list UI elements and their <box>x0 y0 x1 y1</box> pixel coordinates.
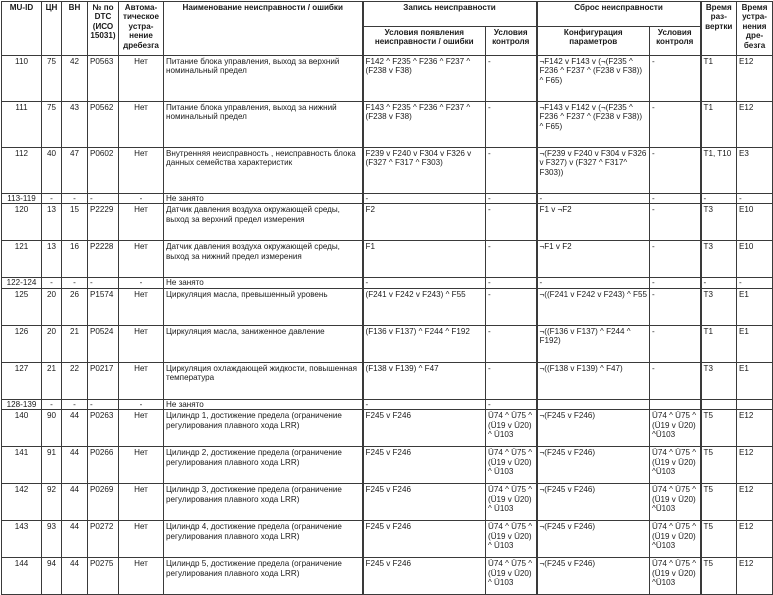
cell-dtc: P2228 <box>88 241 119 278</box>
table-row <box>2 399 773 409</box>
table-row <box>2 241 773 278</box>
cell-fault-name: Датчик давления воздуха окружающей среды, выход за верхний предел измерения <box>164 204 363 241</box>
cell-auto-debounce: Нет <box>119 102 164 148</box>
cell-scan-time: T3 <box>701 241 737 278</box>
cell-dtc: P0524 <box>88 325 119 362</box>
cell-reset-config: ¬(F245 v F246) <box>537 410 650 447</box>
table-row <box>2 204 773 241</box>
table-row <box>2 325 773 362</box>
cell-dtc: P0266 <box>88 447 119 484</box>
cell-reset-control: Ü74 ^ Ü75 ^ (Ü19 v Ü20) ^Ü103 <box>650 447 701 484</box>
table-row <box>2 102 773 148</box>
cell-vn: 44 <box>62 410 88 447</box>
cell-record-control: - <box>486 241 537 278</box>
cell-record-conditions: F245 v F246 <box>363 447 486 484</box>
cell-auto-debounce: Нет <box>119 410 164 447</box>
table-row <box>2 362 773 399</box>
header-reset-control: Условия контроля <box>650 27 701 56</box>
cell-vn: 47 <box>62 148 88 194</box>
table-row <box>2 278 773 288</box>
cell-vn: 26 <box>62 288 88 325</box>
cell-scan-time: T5 <box>701 410 737 447</box>
table-row <box>2 410 773 447</box>
cell-record-conditions: (F138 v F139) ^ F47 <box>363 362 486 399</box>
cell-auto-debounce: Нет <box>119 558 164 595</box>
cell-reset-control: - <box>650 241 701 278</box>
header-row-top <box>2 2 773 27</box>
header-fault-reset: Сброс неисправности <box>537 2 701 27</box>
cell-dtc: P0263 <box>88 410 119 447</box>
cell-mu-id: 141 <box>2 447 42 484</box>
cell-vn: 44 <box>62 521 88 558</box>
cell-reset-config: ¬((F241 v F242 v F243) ^ F55 <box>537 288 650 325</box>
cell-vn: 22 <box>62 362 88 399</box>
header-fault-name: Наименование неисправности / ошибки <box>164 2 363 56</box>
header-record-control: Условия контроля <box>486 27 537 56</box>
cell-scan-time: T5 <box>701 447 737 484</box>
cell-cn: - <box>42 278 62 288</box>
cell-fault-name: Цилиндр 2, достижение предела (ограничение регулирования плавного хода LRR) <box>164 447 363 484</box>
cell-auto-debounce: Нет <box>119 521 164 558</box>
cell-cn: 91 <box>42 447 62 484</box>
cell-fault-name: Внутренняя неисправность , неисправность блока данных семейства характеристик <box>164 148 363 194</box>
cell-record-conditions: F143 ^ F235 ^ F236 ^ F237 ^ (F238 v F38) <box>363 102 486 148</box>
header-record-conditions: Условия появления неисправности / ошибки <box>363 27 486 56</box>
table-row <box>2 148 773 194</box>
header-vn: ВН <box>62 2 88 56</box>
cell-scan-time: T3 <box>701 204 737 241</box>
cell-fault-name: Цилиндр 5, достижение предела (ограничение регулирования плавного хода LRR) <box>164 558 363 595</box>
cell-record-control: - <box>486 204 537 241</box>
cell-reset-config: ¬F1 v F2 <box>537 241 650 278</box>
cell-vn: - <box>62 399 88 409</box>
cell-dtc: P2229 <box>88 204 119 241</box>
cell-reset-control: - <box>650 362 701 399</box>
cell-reset-config: ¬(F245 v F246) <box>537 447 650 484</box>
cell-reset-config: ¬(F239 v F240 v F304 v F326 v F327) v (F327 ^ F317^ F303)) <box>537 148 650 194</box>
cell-auto-debounce: Нет <box>119 241 164 278</box>
cell-auto-debounce: Нет <box>119 484 164 521</box>
cell-auto-debounce: - <box>119 194 164 204</box>
cell-reset-control: - <box>650 278 701 288</box>
cell-reset-config: ¬F142 v F143 v (¬(F235 ^ F236 ^ F237 ^ (F238 v F38)) ^ F65) <box>537 56 650 102</box>
cell-record-conditions: F245 v F246 <box>363 410 486 447</box>
cell-dtc: - <box>88 399 119 409</box>
cell-reset-config <box>537 399 650 409</box>
cell-record-conditions: - <box>363 399 486 409</box>
cell-reset-control: - <box>650 102 701 148</box>
cell-debounce-time: E12 <box>737 447 773 484</box>
cell-reset-control: - <box>650 56 701 102</box>
cell-record-conditions: F142 ^ F235 ^ F236 ^ F237 ^ (F238 v F38) <box>363 56 486 102</box>
header-auto-debounce: Автома-тическое устра-нение дребезга <box>119 2 164 56</box>
cell-cn: 20 <box>42 288 62 325</box>
cell-cn: 21 <box>42 362 62 399</box>
table-row <box>2 484 773 521</box>
cell-auto-debounce: Нет <box>119 447 164 484</box>
cell-debounce-time: E12 <box>737 102 773 148</box>
cell-record-conditions: F2 <box>363 204 486 241</box>
fault-table <box>1 1 773 595</box>
cell-debounce-time <box>737 399 773 409</box>
cell-mu-id: 113-119 <box>2 194 42 204</box>
cell-mu-id: 110 <box>2 56 42 102</box>
cell-debounce-time: E12 <box>737 56 773 102</box>
header-cn: ЦН <box>42 2 62 56</box>
cell-mu-id: 112 <box>2 148 42 194</box>
header-dtc: № по DTC (ИСО 15031) <box>88 2 119 56</box>
cell-record-control: Ü74 ^ Ü75 ^ (Ü19 v Ü20) ^ Ü103 <box>486 447 537 484</box>
cell-reset-config: F1 v ¬F2 <box>537 204 650 241</box>
cell-reset-control <box>650 399 701 409</box>
header-mu-id: MU-ID <box>2 2 42 56</box>
cell-auto-debounce: Нет <box>119 204 164 241</box>
cell-record-control: - <box>486 399 537 409</box>
table-row <box>2 558 773 595</box>
cell-debounce-time: E1 <box>737 362 773 399</box>
cell-reset-config: - <box>537 278 650 288</box>
cell-reset-control: - <box>650 148 701 194</box>
cell-fault-name: Не занято <box>164 194 363 204</box>
cell-scan-time: T1, T10 <box>701 148 737 194</box>
cell-dtc: P1574 <box>88 288 119 325</box>
cell-dtc: P0272 <box>88 521 119 558</box>
table-row <box>2 56 773 102</box>
cell-record-control: - <box>486 194 537 204</box>
cell-mu-id: 128-139 <box>2 399 42 409</box>
cell-reset-control: - <box>650 325 701 362</box>
cell-fault-name: Циркуляция масла, заниженное давление <box>164 325 363 362</box>
cell-fault-name: Цилиндр 3, достижение предела (ограничение регулирования плавного хода LRR) <box>164 484 363 521</box>
header-scan-time: Время раз-вертки <box>701 2 737 56</box>
cell-scan-time <box>701 399 737 409</box>
cell-record-conditions: - <box>363 278 486 288</box>
cell-reset-config: - <box>537 194 650 204</box>
cell-debounce-time: E1 <box>737 325 773 362</box>
cell-dtc: P0275 <box>88 558 119 595</box>
table-body <box>2 56 773 595</box>
cell-record-conditions: (F136 v F137) ^ F244 ^ F192 <box>363 325 486 362</box>
cell-mu-id: 127 <box>2 362 42 399</box>
cell-record-control: - <box>486 362 537 399</box>
cell-mu-id: 121 <box>2 241 42 278</box>
cell-reset-config: ¬(F245 v F246) <box>537 484 650 521</box>
cell-dtc: P0562 <box>88 102 119 148</box>
cell-record-conditions: - <box>363 194 486 204</box>
cell-vn: 42 <box>62 56 88 102</box>
cell-auto-debounce: Нет <box>119 56 164 102</box>
cell-cn: 13 <box>42 204 62 241</box>
cell-debounce-time: E10 <box>737 204 773 241</box>
cell-reset-control: - <box>650 288 701 325</box>
cell-cn: 94 <box>42 558 62 595</box>
cell-scan-time: - <box>701 194 737 204</box>
cell-reset-config: ¬(F245 v F246) <box>537 558 650 595</box>
cell-scan-time: T5 <box>701 484 737 521</box>
cell-reset-control: - <box>650 204 701 241</box>
cell-mu-id: 144 <box>2 558 42 595</box>
cell-record-control: Ü74 ^ Ü75 ^ (Ü19 v Ü20) ^ Ü103 <box>486 521 537 558</box>
cell-debounce-time: E12 <box>737 521 773 558</box>
cell-auto-debounce: - <box>119 278 164 288</box>
cell-scan-time: T3 <box>701 362 737 399</box>
cell-vn: 44 <box>62 447 88 484</box>
cell-vn: 15 <box>62 204 88 241</box>
cell-auto-debounce: Нет <box>119 362 164 399</box>
cell-fault-name: Цилиндр 1, достижение предела (ограничение регулирования плавного хода LRR) <box>164 410 363 447</box>
cell-dtc: - <box>88 278 119 288</box>
cell-cn: - <box>42 194 62 204</box>
cell-record-control: Ü74 ^ Ü75 ^ (Ü19 v Ü20) ^ Ü103 <box>486 410 537 447</box>
cell-debounce-time: - <box>737 194 773 204</box>
table-row <box>2 521 773 558</box>
cell-dtc: P0563 <box>88 56 119 102</box>
cell-auto-debounce: Нет <box>119 148 164 194</box>
cell-auto-debounce: - <box>119 399 164 409</box>
cell-vn: 44 <box>62 558 88 595</box>
cell-fault-name: Не занято <box>164 278 363 288</box>
cell-cn: 75 <box>42 102 62 148</box>
cell-debounce-time: E1 <box>737 288 773 325</box>
cell-scan-time: - <box>701 278 737 288</box>
cell-fault-name: Питание блока управления, выход за верхний номинальный предел <box>164 56 363 102</box>
cell-scan-time: T1 <box>701 56 737 102</box>
cell-cn: 40 <box>42 148 62 194</box>
cell-debounce-time: E10 <box>737 241 773 278</box>
cell-record-conditions: F245 v F246 <box>363 484 486 521</box>
header-reset-config: Конфигурация параметров <box>537 27 650 56</box>
table-row <box>2 447 773 484</box>
cell-cn: 75 <box>42 56 62 102</box>
cell-cn: - <box>42 399 62 409</box>
cell-auto-debounce: Нет <box>119 325 164 362</box>
cell-mu-id: 126 <box>2 325 42 362</box>
table-row <box>2 194 773 204</box>
cell-cn: 90 <box>42 410 62 447</box>
cell-mu-id: 111 <box>2 102 42 148</box>
cell-fault-name: Датчик давления воздуха окружающей среды, выход за нижний предел измерения <box>164 241 363 278</box>
cell-debounce-time: E3 <box>737 148 773 194</box>
cell-mu-id: 122-124 <box>2 278 42 288</box>
cell-reset-config: ¬((F136 v F137) ^ F244 ^ F192) <box>537 325 650 362</box>
cell-debounce-time: - <box>737 278 773 288</box>
cell-vn: - <box>62 278 88 288</box>
cell-vn: 43 <box>62 102 88 148</box>
cell-reset-config: ¬((F138 v F139) ^ F47) <box>537 362 650 399</box>
cell-auto-debounce: Нет <box>119 288 164 325</box>
table-row <box>2 288 773 325</box>
cell-record-conditions: F245 v F246 <box>363 521 486 558</box>
cell-vn: 21 <box>62 325 88 362</box>
cell-dtc: P0269 <box>88 484 119 521</box>
cell-scan-time: T1 <box>701 102 737 148</box>
cell-vn: - <box>62 194 88 204</box>
cell-debounce-time: E12 <box>737 410 773 447</box>
cell-mu-id: 142 <box>2 484 42 521</box>
cell-reset-config: ¬(F245 v F246) <box>537 521 650 558</box>
cell-record-control: - <box>486 56 537 102</box>
cell-vn: 16 <box>62 241 88 278</box>
cell-reset-control: Ü74 ^ Ü75 ^ (Ü19 v Ü20) ^Ü103 <box>650 410 701 447</box>
cell-record-control: - <box>486 288 537 325</box>
cell-cn: 13 <box>42 241 62 278</box>
cell-cn: 20 <box>42 325 62 362</box>
cell-record-control: Ü74 ^ Ü75 ^ (Ü19 v Ü20) ^ Ü103 <box>486 558 537 595</box>
cell-record-control: - <box>486 325 537 362</box>
cell-fault-name: Цилиндр 4, достижение предела (ограничение регулирования плавного хода LRR) <box>164 521 363 558</box>
cell-fault-name: Не занято <box>164 399 363 409</box>
cell-mu-id: 120 <box>2 204 42 241</box>
header-fault-record: Запись неисправности <box>363 2 537 27</box>
cell-record-conditions: (F241 v F242 v F243) ^ F55 <box>363 288 486 325</box>
cell-record-conditions: F1 <box>363 241 486 278</box>
cell-scan-time: T1 <box>701 325 737 362</box>
cell-record-control: - <box>486 148 537 194</box>
cell-scan-time: T5 <box>701 521 737 558</box>
cell-fault-name: Циркуляция масла, превышенный уровень <box>164 288 363 325</box>
cell-scan-time: T5 <box>701 558 737 595</box>
cell-vn: 44 <box>62 484 88 521</box>
cell-cn: 93 <box>42 521 62 558</box>
cell-mu-id: 143 <box>2 521 42 558</box>
cell-dtc: P0602 <box>88 148 119 194</box>
cell-record-control: Ü74 ^ Ü75 ^ (Ü19 v Ü20) ^ Ü103 <box>486 484 537 521</box>
cell-mu-id: 125 <box>2 288 42 325</box>
cell-reset-control: Ü74 ^ Ü75 ^ (Ü19 v Ü20) ^Ü103 <box>650 521 701 558</box>
cell-reset-control: Ü74 ^ Ü75 ^ (Ü19 v Ü20) ^Ü103 <box>650 484 701 521</box>
cell-reset-config: ¬F143 v F142 v (¬(F235 ^ F236 ^ F237 ^ (F238 v F38)) ^ F65) <box>537 102 650 148</box>
cell-reset-control: - <box>650 194 701 204</box>
cell-cn: 92 <box>42 484 62 521</box>
cell-fault-name: Питание блока управления, выход за нижний номинальный предел <box>164 102 363 148</box>
cell-mu-id: 140 <box>2 410 42 447</box>
cell-reset-control: Ü74 ^ Ü75 ^ (Ü19 v Ü20) ^Ü103 <box>650 558 701 595</box>
cell-record-conditions: F239 v F240 v F304 v F326 v (F327 ^ F317 ^ F303) <box>363 148 486 194</box>
cell-fault-name: Циркуляция охлаждающей жидкости, повышенная температура <box>164 362 363 399</box>
cell-dtc: P0217 <box>88 362 119 399</box>
header-debounce-time: Время устра-нения дре-безга <box>737 2 773 56</box>
cell-record-control: - <box>486 102 537 148</box>
cell-record-control: - <box>486 278 537 288</box>
cell-debounce-time: E12 <box>737 484 773 521</box>
cell-scan-time: T3 <box>701 288 737 325</box>
cell-dtc: - <box>88 194 119 204</box>
cell-debounce-time: E12 <box>737 558 773 595</box>
cell-record-conditions: F245 v F246 <box>363 558 486 595</box>
